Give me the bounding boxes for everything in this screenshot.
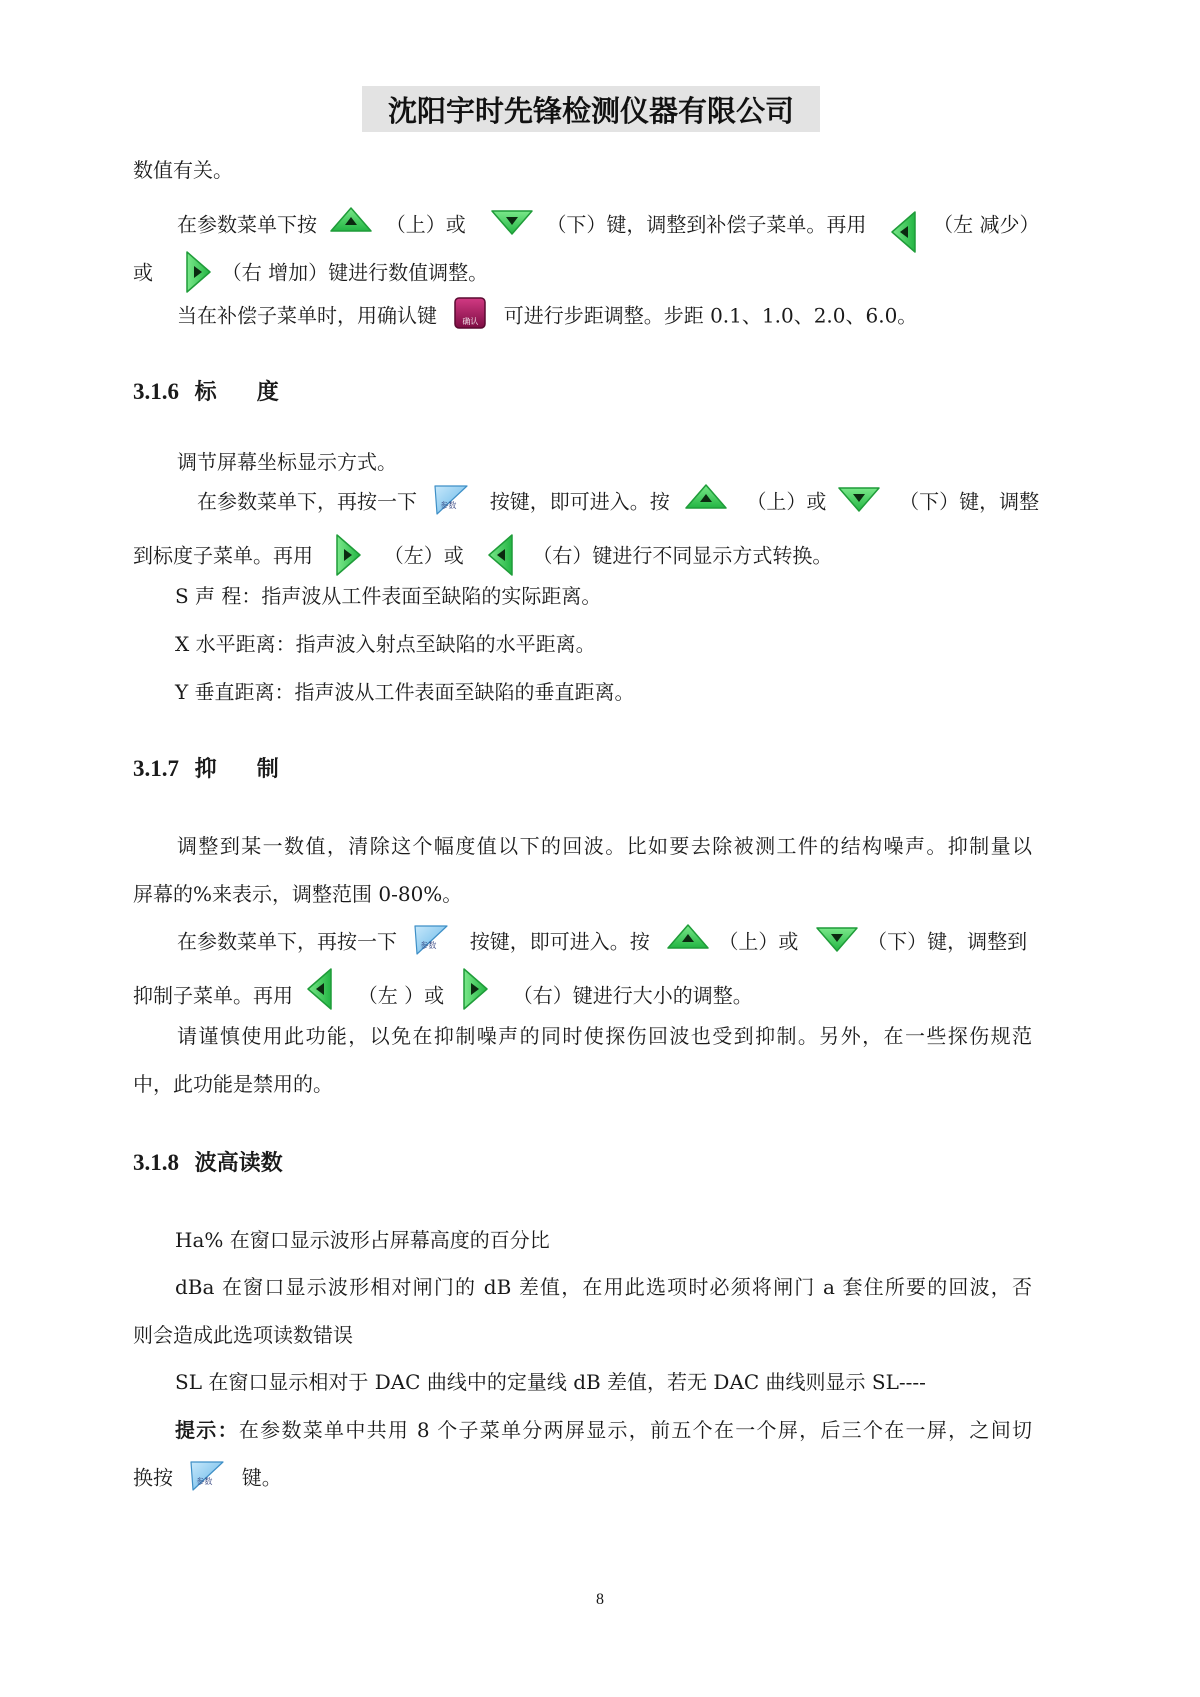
up-arrow-key-icon bbox=[684, 483, 728, 511]
down-arrow-key-icon bbox=[837, 485, 881, 513]
left-arrow-key-icon bbox=[305, 967, 333, 1011]
intro-line-2: 在参数菜单下按 （上）或 （下）键，调整到补偿子菜单。再用 （左 减少） bbox=[177, 204, 1032, 232]
intro-line-4: 当在补偿子菜单时，用确认键 确认 可进行步距调整。步距 0.1、1.0、2.0、6.0。 bbox=[177, 300, 917, 328]
tip-label: 提示： bbox=[175, 1418, 239, 1442]
s318-tip-a: 提示：在参数菜单中共用 8 个子菜单分两屏显示，前五个在一个屏，后三个在一屏，之间切 bbox=[175, 1418, 1032, 1442]
right-arrow-key-icon bbox=[335, 533, 363, 577]
right-arrow-key-icon bbox=[185, 250, 213, 294]
left-arrow-key-icon bbox=[889, 210, 917, 254]
down-arrow-key-icon bbox=[490, 208, 534, 236]
section-3-1-8-heading: 3.1.8 波高读数 bbox=[133, 1150, 283, 1176]
param-key-icon: 参数 bbox=[413, 924, 449, 956]
up-arrow-key-icon bbox=[666, 923, 710, 951]
s317-p4b: 中，此功能是禁用的。 bbox=[133, 1072, 333, 1096]
s317-p1b: 屏幕的%来表示，调整范围 0-80%。 bbox=[133, 882, 463, 906]
intro-line-3: 或 （右 增加）键进行数值调整。 bbox=[133, 252, 488, 280]
s316-p3: 到标度子菜单。再用 （左）或 （右）键进行不同显示方式转换。 bbox=[133, 535, 832, 563]
company-header bbox=[362, 86, 820, 132]
down-arrow-key-icon bbox=[815, 925, 859, 953]
section-3-1-6-heading: 3.1.6 标 度 bbox=[133, 379, 279, 405]
s317-p4a: 请谨慎使用此功能，以免在抑制噪声的同时使探伤回波也受到抑制。另外，在一些探伤规范 bbox=[177, 1024, 1032, 1048]
s318-dba-a: dBa 在窗口显示波形相对闸门的 dB 差值，在用此选项时必须将闸门 a 套住所要的回波，否 bbox=[175, 1275, 1032, 1299]
s318-tip-b: 换按 参数 键。 bbox=[133, 1463, 282, 1491]
s317-p3: 抑制子菜单。再用 （左 ）或 （右）键进行大小的调整。 bbox=[133, 975, 753, 1003]
page-number: 8 bbox=[596, 1591, 604, 1608]
s316-p1: 调节屏幕坐标显示方式。 bbox=[177, 450, 397, 474]
s316-x-line: X 水平距离：指声波入射点至缺陷的水平距离。 bbox=[175, 632, 596, 656]
up-arrow-key-icon bbox=[329, 206, 373, 234]
s317-p2: 在参数菜单下，再按一下 参数 按键，即可进入。按 （上）或 （下）键，调整到 bbox=[177, 927, 1027, 955]
param-key-icon: 参数 bbox=[433, 484, 469, 516]
left-arrow-key-icon bbox=[486, 533, 514, 577]
company-name: 沈阳宇时先锋检测仪器有限公司 bbox=[387, 93, 794, 128]
s317-p1a: 调整到某一数值，清除这个幅度值以下的回波。比如要去除被测工件的结构噪声。抑制量以 bbox=[177, 834, 1032, 858]
section-3-1-7-heading: 3.1.7 抑 制 bbox=[133, 756, 279, 782]
s316-y-line: Y 垂直距离：指声波从工件表面至缺陷的垂直距离。 bbox=[175, 680, 635, 704]
param-key-icon: 参数 bbox=[189, 1460, 225, 1492]
s318-ha: Ha% 在窗口显示波形占屏幕高度的百分比 bbox=[175, 1228, 550, 1252]
s316-s-line: S 声 程：指声波从工件表面至缺陷的实际距离。 bbox=[175, 584, 602, 608]
intro-line-1: 数值有关。 bbox=[133, 158, 233, 182]
s316-p2: 在参数菜单下，再按一下 参数 按键，即可进入。按 （上）或 （下）键，调整 bbox=[197, 487, 1039, 515]
s318-sl: SL 在窗口显示相对于 DAC 曲线中的定量线 dB 差值，若无 DAC 曲线则显示 SL---- bbox=[175, 1370, 926, 1394]
confirm-key-icon: 确认 bbox=[453, 296, 487, 330]
right-arrow-key-icon bbox=[462, 967, 490, 1011]
s318-dba-b: 则会造成此选项读数错误 bbox=[133, 1323, 353, 1347]
